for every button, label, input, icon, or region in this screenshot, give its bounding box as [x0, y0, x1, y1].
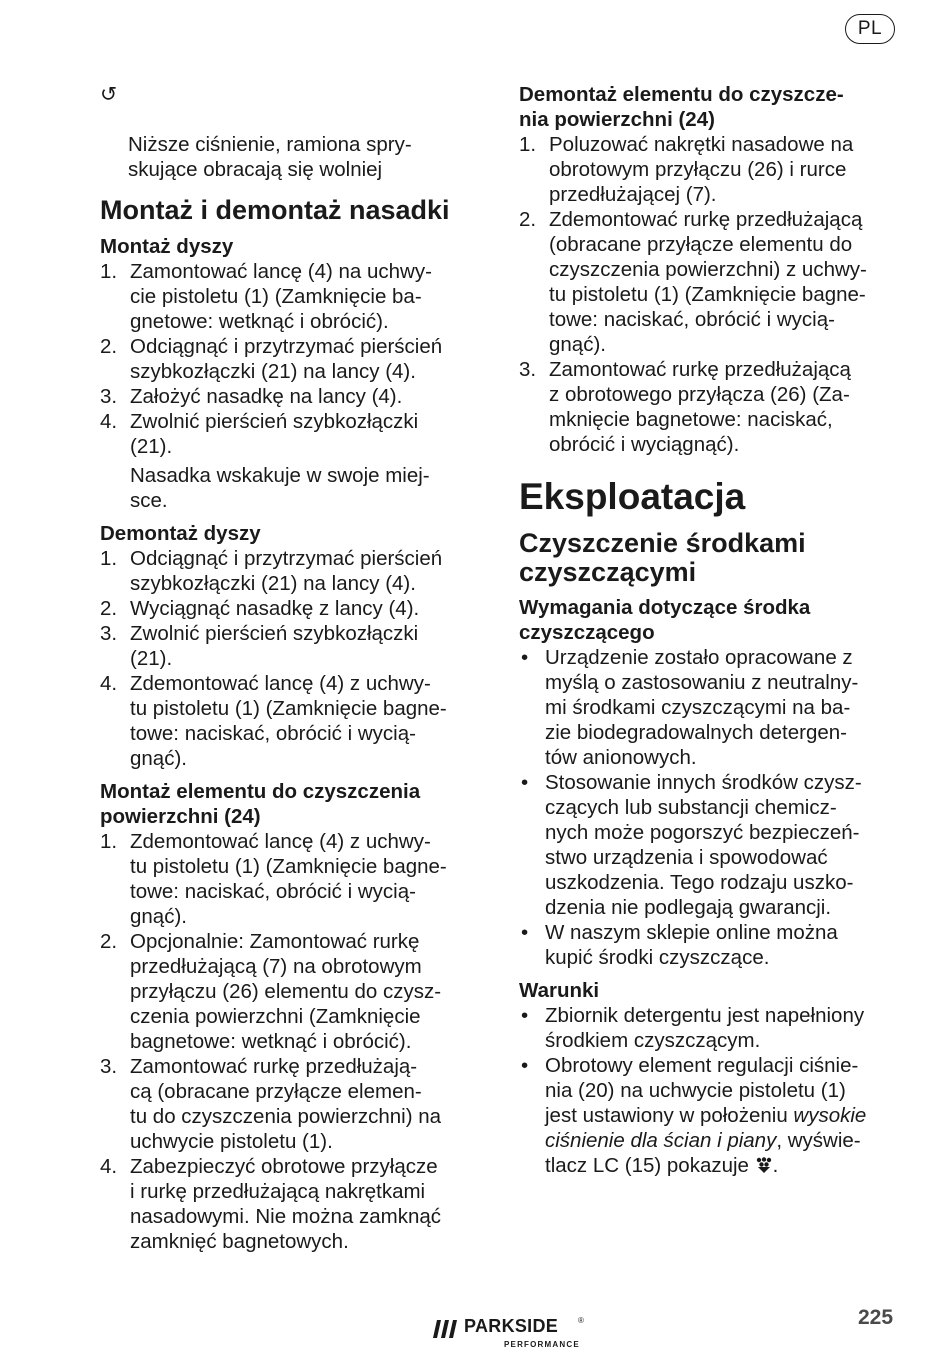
list-item: • W naszym sklepie online można kupić środki czyszczące.	[521, 921, 838, 969]
mount-nozzle-steps	[100, 259, 480, 513]
setting-name: wysokie ciśnienie dla ścian i piany	[545, 1104, 867, 1152]
foam-symbol-icon	[755, 1155, 773, 1180]
parkside-logo: PARKSIDE ® PERFORMANCE	[432, 1316, 582, 1352]
section-title-nozzle: Montaż i demontaż nasadki	[100, 195, 450, 225]
list-item: 3. Zwolnić pierścień szybkozłączki (21).	[100, 622, 419, 670]
list-item: 3. Zamontować rurkę przedłużają- cą (obracane przyłącze elemen- tu do czyszczenia powierzchni) na uchwycie pistoletu (1).	[100, 1055, 442, 1153]
list-item: • Obrotowy element regulacji ciśnie- nia (20) na uchwycie pistoletu (1) jest ustawiony w położeniu wysokie ciśnienie dla ścian i piany, wyświe- tlacz LC (15) pokazuje .	[519, 1053, 904, 1180]
page-number: 225	[858, 1306, 894, 1329]
subheading-dismount-nozzle: Demontaż dyszy	[100, 522, 261, 545]
language-badge: PL	[845, 14, 895, 44]
subheading-mount-nozzle: Montaż dyszy	[100, 235, 234, 258]
intro-note	[100, 82, 480, 182]
brand-subtitle: PERFORMANCE	[504, 1340, 580, 1349]
subheading-requirements: Wymagania dotyczące środka czyszczącego	[519, 596, 811, 644]
conditions-list	[519, 1003, 904, 1180]
list-item: • Zbiornik detergentu jest napełniony środkiem czyszczącym.	[521, 1004, 865, 1052]
list-item: 4. Zdemontować lancę (4) z uchwy- tu pistoletu (1) (Zamknięcie bagne- towe: naciskać, obrócić i wycią- gnąć).	[100, 672, 447, 770]
subheading-conditions: Warunki	[519, 979, 600, 1002]
list-item: 2. Odciągnąć i przytrzymać pierścień szybkozłączki (21) na lancy (4).	[100, 335, 443, 383]
list-item: 4. Zabezpieczyć obrotowe przyłącze i rurkę przedłużającą nakrętkami nasadowymi. Nie można zamknąć zamknięć bagnetowych.	[100, 1155, 442, 1253]
chapter-title: Eksploatacja	[519, 476, 746, 517]
rotate-arrow-icon: ↺	[100, 83, 118, 106]
list-item: 1. Zdemontować lancę (4) z uchwy- tu pistoletu (1) (Zamknięcie bagne- towe: naciskać, obrócić i wycią- gnąć).	[100, 830, 447, 928]
brand-name: PARKSIDE	[464, 1316, 559, 1336]
section-title-cleaning: Czyszczenie środkami czyszczącymi	[519, 528, 806, 587]
intro-text: Niższe ciśnienie, ramiona spry- skujące obracają się wolniej	[128, 133, 412, 181]
left-column	[100, 82, 480, 1254]
brand-stripes-icon	[432, 1318, 460, 1340]
mount-surface-cleaner-steps	[100, 829, 480, 1254]
list-item: 2. Opcjonalnie: Zamontować rurkę przedłużającą (7) na obrotowym przyłączu (26) elementu do czysz- czenia powierzchni (Zamknięcie bagnetowe: wetknąć i obrócić).	[100, 930, 442, 1053]
list-item: 1. Zamontować lancę (4) na uchwy- cie pistoletu (1) (Zamknięcie ba- gnetowe: wetknąć i obrócić).	[100, 260, 432, 333]
list-item: 2. Wyciągnąć nasadkę z lancy (4).	[100, 597, 420, 620]
list-item: • Stosowanie innych środków czysz- czących lub substancji chemicz- nych może pogorszyć bezpieczeń- stwo urządzenia i spowodować uszkodzenia. Tego rodzaju uszko- dzenia nie podlegają gwarancji.	[521, 771, 862, 919]
right-column	[519, 82, 904, 1180]
subheading-mount-surface-cleaner: Montaż elementu do czyszczenia powierzchni (24)	[100, 780, 421, 828]
dismount-nozzle-steps	[100, 546, 480, 771]
list-item: 2. Zdemontować rurkę przedłużającą (obracane przyłącze elementu do czyszczenia powierzchni) z uchwy- tu pistoletu (1) (Zamknięcie bagne- towe: naciskać, obrócić i wycią- gnąć).	[519, 208, 867, 356]
list-item: 1. Poluzować nakrętki nasadowe na obrotowym przyłączu (26) i rurce przedłużającej (7).	[519, 133, 854, 206]
dismount-surface-cleaner-steps	[519, 132, 904, 457]
list-item: 4. Zwolnić pierścień szybkozłączki (21).	[100, 410, 419, 458]
list-item: 3. Założyć nasadkę na lancy (4).	[100, 385, 403, 408]
subheading-dismount-surface-cleaner: Demontaż elementu do czyszcze- nia powierzchni (24)	[519, 83, 844, 131]
list-item: 3. Zamontować rurkę przedłużającą z obrotowego przyłącza (26) (Za- mknięcie bagnetowe: naciskać, obrócić i wyciągnąć).	[519, 358, 851, 456]
list-item: • Urządzenie zostało opracowane z myślą o zastosowaniu z neutralny- mi środkami czyszczącymi na ba- zie biodegradowalnych detergen- tów anionowych.	[521, 646, 859, 769]
list-item: 1. Odciągnąć i przytrzymać pierścień szybkozłączki (21) na lancy (4).	[100, 547, 443, 595]
requirements-list	[519, 645, 904, 970]
mount-note: Nasadka wskakuje w swoje miej- sce.	[130, 464, 430, 512]
